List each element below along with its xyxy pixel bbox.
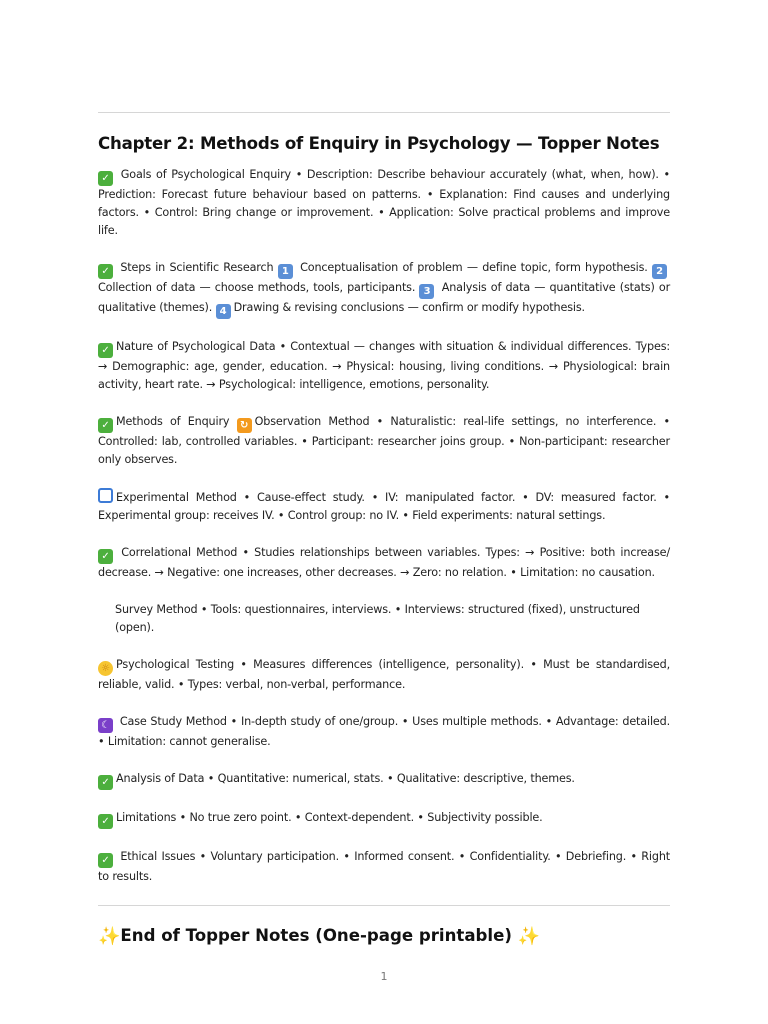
top-divider: [98, 112, 670, 113]
crescent-moon-icon: [98, 718, 113, 733]
observation-text: Observation Method • Naturalistic: real-life settings, no interference. • Controlled: lab, controlled variables. • Participant: researcher joins group. • Non-participant: researcher only observes.: [98, 415, 670, 466]
limitations-text: Limitations • No true zero point. • Context-dependent. • Subjectivity possible.: [116, 811, 543, 824]
ethics-text: Ethical Issues • Voluntary participation. • Informed consent. • Confidentiality. • Debriefing. • Right to results.: [98, 850, 671, 883]
check-mark-icon: [98, 171, 113, 186]
analysis-section: [98, 770, 670, 790]
step-four-text: Drawing & revising conclusions — confirm or modify hypothesis.: [233, 301, 585, 314]
end-text: End of Topper Notes (One-page printable): [120, 926, 512, 945]
notes-content: [98, 0, 670, 947]
check-mark-icon: [98, 343, 113, 358]
analysis-text: Analysis of Data • Quantitative: numerical, stats. • Qualitative: descriptive, themes.: [116, 772, 575, 785]
survey-text: Survey Method • Tools: questionnaires, interviews. • Interviews: structured (fixed), unstructured (open).: [115, 603, 640, 634]
limitations-section: [98, 809, 670, 829]
sparkles-icon: ✨: [98, 926, 121, 947]
sparkles-icon: ✨: [517, 926, 541, 947]
blue-book-icon: [98, 488, 113, 503]
correlational-section: [98, 544, 670, 582]
steps-section: [98, 259, 670, 319]
check-mark-icon: [98, 853, 113, 868]
keycap-four-icon: 4: [216, 304, 231, 319]
survey-section: [98, 601, 670, 637]
steps-lead-text: Steps in Scientific Research: [120, 261, 274, 274]
experimental-section: [98, 488, 670, 525]
step-one-text: Conceptualisation of problem — define topic, form hypothesis.: [300, 261, 648, 274]
goals-section: [98, 166, 670, 240]
nature-text: Nature of Psychological Data • Contextual — changes with situation & individual differences. Types: → Demographic: age, gender, education. → Physical: housing, living conditions. → Physiological: brain activity, heart rate. → Psychological: intelligence, emotions, personality.: [98, 340, 670, 391]
check-mark-icon: [98, 418, 113, 433]
goals-text: Goals of Psychological Enquiry • Description: Describe behaviour accurately (what, when, how). • Prediction: Forecast future behaviour based on patterns. • Explanation: Find causes and underlying factors. • Control: Bring change or improvement. • Application: Solve practical problems and improve life.: [98, 168, 670, 237]
experimental-text: Experimental Method • Cause-effect study. • IV: manipulated factor. • DV: measured factor. • Experimental group: receives IV. • Control group: no IV. • Field experiments: natural settings.: [98, 491, 670, 522]
methods-lead-text: Methods of Enquiry: [116, 415, 230, 428]
sun-icon: [98, 661, 113, 676]
casestudy-section: [98, 713, 670, 751]
page-title: Chapter 2: Methods of Enquiry in Psychology — Topper Notes: [98, 134, 660, 153]
counterclockwise-arrows-icon: [237, 418, 252, 433]
page-number: 1: [380, 970, 388, 983]
check-mark-icon: [98, 264, 113, 279]
correlational-text: Correlational Method • Studies relationships between variables. Types: → Positive: both increase/ decrease. → Negative: one increases, other decreases. → Zero: no relation. • Limitation: no causation.: [98, 546, 670, 579]
end-heading: [98, 926, 670, 947]
step-three-text: Analysis of data — quantitative (stats) or qualitative (themes).: [98, 281, 671, 314]
casestudy-text: Case Study Method • In-depth study of one/group. • Uses multiple methods. • Advantage: detailed. • Limitation: cannot generalise.: [98, 715, 670, 748]
testing-text: Psychological Testing • Measures differences (intelligence, personality). • Must be standardised, reliable, valid. • Types: verbal, non-verbal, performance.: [98, 658, 670, 691]
ethics-section: [98, 848, 670, 886]
check-mark-icon: [98, 775, 113, 790]
nature-section: [98, 338, 670, 394]
check-mark-icon: [98, 549, 113, 564]
bottom-divider: [98, 905, 670, 906]
methods-section: [98, 413, 670, 469]
check-mark-icon: [98, 814, 113, 829]
testing-section: [98, 656, 670, 694]
keycap-one-icon: 1: [278, 264, 293, 279]
keycap-three-icon: 3: [419, 284, 434, 299]
keycap-two-icon: 2: [652, 264, 667, 279]
step-two-text: Collection of data — choose methods, tools, participants.: [98, 281, 416, 294]
